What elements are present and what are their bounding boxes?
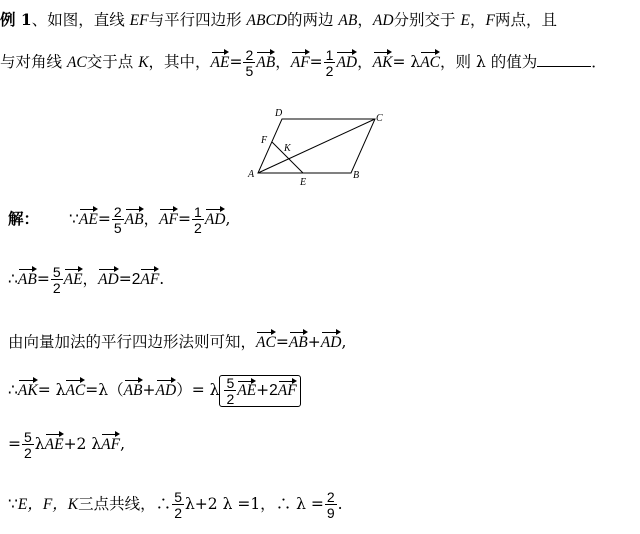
answer-blank [537,52,591,67]
solution-line-4: ∴AK= λAC=λ（AB+AD）= λ $\frac{5}{2}$ AE+2AF [8,375,301,407]
fraction-2-5: $\frac{2}{5}$ [245,47,254,79]
label-K: K [284,143,291,154]
solution-line-6: ∵E，F，K三点共线，∴ $\frac{5}{2}$ λ+2 λ =1，∴ λ = $\frac{2}{9}$ . [8,489,343,521]
label-A: A [248,169,255,180]
label-F: F [261,135,268,146]
label-E: E [300,177,307,188]
answer-fraction: $\frac{2}{9}$ [326,489,335,521]
label-B: B [353,170,360,181]
parallelogram-figure [245,105,390,190]
label-C: C [376,113,383,124]
vector-AE: AE [211,50,230,72]
solution-line-3: 由向量加法的平行四边形法则可知，AC=AB+AD, [8,330,346,352]
solution-label: 解： [8,209,40,228]
solution-line-5: = $\frac{5}{2}$ λAE+2 λAF, [8,429,126,461]
example-label: 例 1 [0,10,32,29]
fraction-1-2: $\frac{1}{2}$ [325,47,334,79]
problem-line-1: 例 1、如图，直线 EF与平行四边形 ABCD的两边 AB，AD分别交于 E，F两点，且 [0,10,557,29]
solution-line-2: ∴AB= $\frac{5}{2}$ AE，AD=2AF. [8,264,165,296]
solution-line-1: 解： ∵AE= $\frac{2}{5}$ AB，AF= $\frac{1}{2}$ AD, [8,204,231,236]
problem-line-2: 与对角线 AC交于点 K，其中，AE= $\frac{2}{5}$ AB，AF= $\frac{1}{2}$ AD，AK= λAC，则 λ 的值为 ． [0,47,607,79]
bracket-expression: $\frac{5}{2}$ AE+2AF [219,375,300,407]
label-D: D [275,108,283,119]
